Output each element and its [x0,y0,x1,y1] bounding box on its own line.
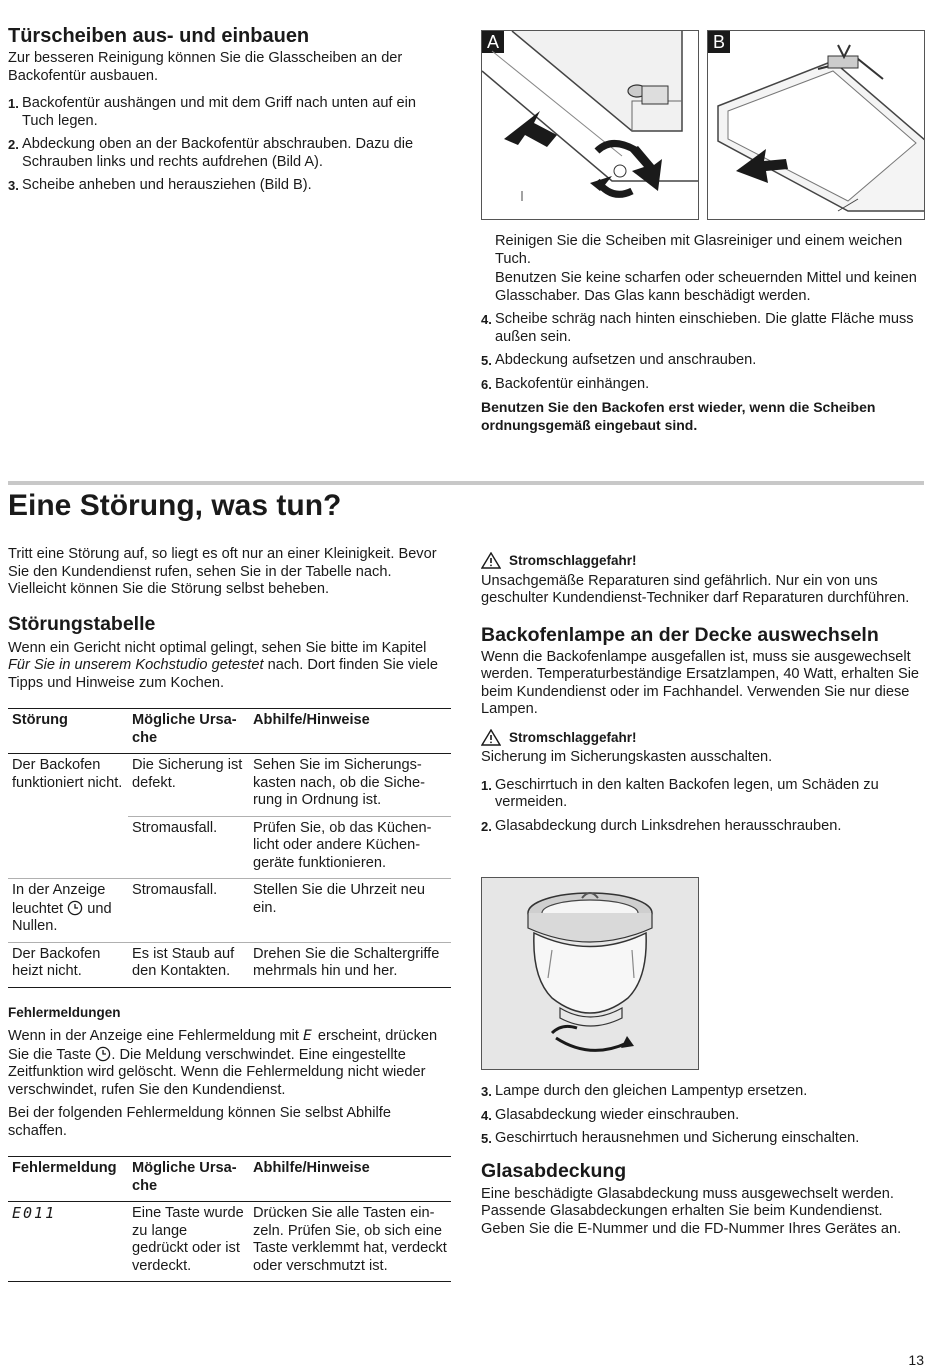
column-header: Mögliche Ursache [128,1157,249,1202]
page-section-title: Eine Störung, was tun? [8,489,342,522]
table-title: Störungstabelle [8,612,156,635]
table-intro-text: nach. Dort finden Sie viele Tipps und Hinweise zum Kochen. [8,657,438,691]
section-tuerscheiben [8,24,448,201]
step-text: Abdeckung aufsetzen und anschrauben. [495,352,757,368]
step-item [481,376,925,394]
warning-heading [481,552,925,570]
error-text-part: erscheint, drücken Sie die Taste [8,1028,438,1063]
step-text: Lampe durch den gleichen Lampentyp ersetzen. [495,1083,808,1099]
table-header-row [8,709,451,754]
error-text-part: . Die Meldung verschwindet. Eine eingestellte Zeitfunktion wird gelöscht. Wenn die Fehlermeldung nicht wieder verschwindet, rufen Sie den Kundendienst. [8,1046,426,1098]
cause-cell: Stromausfall. [128,879,249,943]
step-number: 1. [481,777,492,793]
table-intro [8,640,452,693]
warning-title: Stromschlaggefahr! [509,553,637,568]
step-item [8,136,448,171]
clock-icon [95,1046,111,1062]
remedy-cell: Drücken Sie alle Tasten einzeln. Prüfen Sie, ob sich eine Taste verklemmt hat, verdeckt oder verschmutzt ist. [249,1202,451,1282]
warning-title: Stromschlaggefahr! [509,729,637,745]
column-header: Fehlermeldung [8,1157,128,1202]
fault-text: In der Anzeige leuchtet [12,882,106,917]
oven-lamp-cover-illustration [482,878,699,1070]
step-item [481,818,925,836]
warning-note: Benutzen Sie den Backofen erst wieder, wenn die Scheiben ordnungsgemäß eingebaut sind. [481,399,876,433]
steps-list [8,95,448,195]
door-cover-screw-illustration [482,31,699,220]
step-number: 3. [8,178,19,193]
cause-cell: Stromausfall. [128,816,249,879]
error-text-part: Wenn in der Anzeige eine Fehlermeldung mit [8,1028,299,1044]
fault-cell [8,879,128,943]
fault-cell: Der Backofen funktioniert nicht. [8,754,128,879]
step-number: 2. [8,137,19,152]
table-row [8,754,451,817]
intro-text: Tritt eine Störung auf, so liegt es oft nur an einer Kleinigkeit. Bevor Sie den Kundendienst rufen, sehen Sie in der Tabelle nach. Vielleicht können Sie die Störung selbst beheben. [8,546,437,597]
step-text: Abdeckung oben an der Backofentür abschrauben. Dazu die Schrauben links und rechts aufdrehen (Bild A). [22,136,414,170]
column-header: Abhilfe/Hinweise [249,709,451,754]
step-number: 1. [8,96,19,111]
fault-table [8,708,451,988]
error-code-cell [8,1202,128,1282]
step-number: 5. [481,1131,492,1146]
step-number: 5. [481,353,492,368]
warning-heading [481,729,925,747]
step-item [481,311,925,346]
warning-text: Sicherung im Sicherungskasten ausschalten. [481,749,773,765]
step-item [481,1107,925,1125]
left-column [8,546,452,1282]
cause-cell: Eine Taste wurde zu lange gedrückt oder ist verdeckt. [128,1202,249,1282]
column-header: Mögliche Ursache [128,709,249,754]
step-item [8,177,448,195]
fault-text: und Nullen. [12,900,112,934]
step-text: Scheibe schräg nach hinten einschieben. Die glatte Fläche muss außen sein. [495,311,914,345]
error-symbol: E [303,1027,314,1044]
step-text: Scheibe anheben und herausziehen (Bild B). [22,177,312,193]
intro-text: Zur besseren Reinigung können Sie die Glasscheiben an der Backofentür ausbauen. [8,50,403,84]
note-text: Reinigen Sie die Scheiben mit Glasreiniger und einem weichen Tuch. [495,233,903,267]
error-table [8,1156,451,1282]
step-item [481,777,925,812]
remedy-cell: Prüfen Sie, ob das Küchenlicht oder andere Küchengeräte funktionieren. [249,816,451,879]
right-column-continued [481,1083,925,1244]
section-title: Türscheiben aus- und einbauen [8,25,310,47]
step-number: 4. [481,312,492,327]
step-text: Geschirrtuch in den kalten Backofen legen, um Schäden zu vermeiden. [495,776,879,810]
remedy-cell: Drehen Sie die Schaltergriffe mehrmals hin und her. [249,942,451,987]
step-number: 6. [481,376,492,392]
error-text: Bei der folgenden Fehlermeldung können Sie selbst Abhilfe schaffen. [8,1105,391,1139]
step-item [481,352,925,370]
note-text: Benutzen Sie keine scharfen oder scheuernden Mittel und keinen Glasschaber. Das Glas kann beschädigt werden. [495,270,917,304]
table-intro-text: Wenn ein Gericht nicht optimal gelingt, sehen Sie bitte im Kapitel [8,639,427,656]
remedy-cell: Stellen Sie die Uhrzeit neu ein. [249,879,451,943]
error-messages-title: Fehlermeldungen [8,1004,121,1020]
step-number: 2. [481,818,492,834]
lamp-section-title: Backofenlampe an der Decke auswechseln [481,623,879,646]
table-header-row [8,1157,451,1202]
step-item [481,1083,925,1101]
table-row [8,1202,451,1282]
step-text: Backofentür einhängen. [495,375,650,392]
cause-cell: Die Sicherung ist defekt. [128,754,249,817]
column-header: Störung [8,709,128,754]
error-text [8,1027,452,1099]
glass-pane-removal-illustration [708,31,925,220]
step-text: Backofentür aushängen und mit dem Griff nach unten auf ein Tuch legen. [22,95,417,129]
column-header: Abhilfe/Hinweise [249,1157,451,1202]
figure-label: A [482,31,504,53]
lamp-intro: Wenn die Backofenlampe ausgefallen ist, muss sie ausgewechselt werden. Temperaturbeständige Ersatzlampen, 40 Watt, erhalten Sie beim Kundendienst oder im Fachhandel. Verwenden Sie nur diese Lampen. [481,648,920,717]
step-text: Glasabdeckung durch Linksdrehen herausschrauben. [495,817,842,834]
step-number: 4. [481,1107,492,1123]
remedy-cell: Sehen Sie im Sicherungskasten nach, ob die Sicherung in Ordnung ist. [249,754,451,817]
lamp-figure [481,877,699,1070]
error-code: E011 [12,1204,57,1222]
fault-cell: Der Backofen heizt nicht. [8,942,128,987]
chapter-reference: Für Sie in unserem Kochstudio getestet [8,657,264,673]
step-item [8,95,448,130]
figure-label: B [708,31,730,53]
page-number: 13 [908,1352,924,1368]
glass-cover-title: Glasabdeckung [481,1159,627,1182]
figure-b [707,30,925,220]
figure-a [481,30,699,220]
section-divider [8,481,924,485]
step-text: Glasabdeckung wieder einschrauben. [495,1106,740,1123]
step-number: 3. [481,1084,492,1099]
section-tuerscheiben-continued [481,233,925,440]
table-row [8,879,451,943]
warning-triangle-icon [481,552,501,569]
clock-icon [67,900,83,916]
table-row [8,942,451,987]
glass-cover-text: Eine beschädigte Glasabdeckung muss ausgewechselt werden. Passende Glasabdeckungen erhalten Sie beim Kundendienst. Geben Sie die E-Nummer und die FD-Nummer Ihres Gerätes an. [481,1185,902,1237]
step-item [481,1130,925,1148]
cause-cell: Es ist Staub auf den Kontakten. [128,942,249,987]
step-text: Geschirrtuch herausnehmen und Sicherung einschalten. [495,1130,860,1146]
warning-text: Unsachgemäße Reparaturen sind gefährlich. Nur ein von uns geschulter Kundendienst-Techniker darf Reparaturen durchführen. [481,572,910,606]
right-column [481,552,925,841]
warning-triangle-icon [481,729,501,746]
